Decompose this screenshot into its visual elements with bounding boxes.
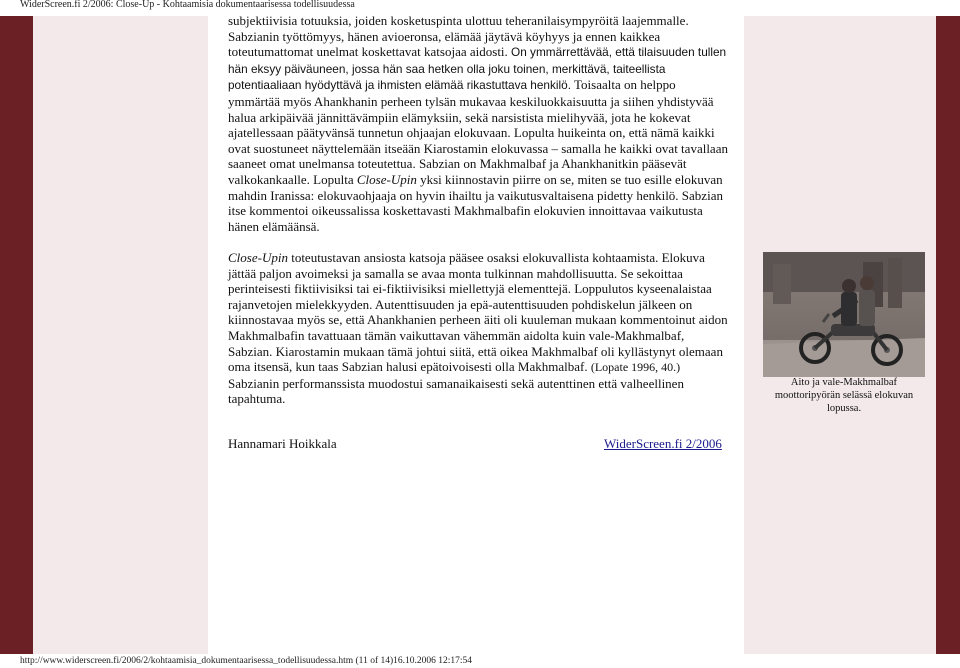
- widerscreen-issue-link[interactable]: WiderScreen.fi 2/2006: [604, 436, 722, 451]
- right-frame-bar: [936, 16, 960, 654]
- author-name: Hannamari Hoikkala: [228, 436, 337, 451]
- article-paragraph-2: [228, 250, 728, 407]
- motorcycle-photo: [763, 252, 925, 377]
- paragraph-1-serif-text: subjektiivisia totuuksia, joiden kosketuspinta ulottuu teheranilaisympyröitä laajemmalle. Sabzianin työttömyys, hänen avioeronsa, elämää jäytävä köyhyys ja ennen kaikkea toteutumattomat unelmat koskettavat katsojaa aidosti.: [228, 13, 689, 60]
- paragraph-1-ending: yksi kiinnostavin piirre on se, miten se tuo esille elokuvan mahdin Iranissa: elokuvaohjaaja on hyvin ihailtu ja vaikutusvaltaisena pidetty henkilö. Sabzian itse kommentoi oikeussalissa koskettavasti Makhmalbafin elokuvien innoittavaa vaikutusta hänen elämäänsä.: [228, 171, 723, 234]
- page-footer: [0, 654, 960, 668]
- paragraph-2-text: toteutustavan ansiosta katsoja pääsee osaksi elokuvallista kohtaamista. Elokuva jättää paljon avoimeksi ja samalla se avaa monta tulkinnan mahdollisuutta. Se sekoittaa perinteisesti fiktiivisiksi tai ei-fiktiivisiksi miellettyjä elementtejä. Loppulutos kyseenalaistaa rajanvetojen mielekkyyden. Autenttisuuden ja epä-autenttisuuden pohdiskelun jälkeen on kiinnostavaa myös se, että Ahankhanien perheen äiti oli kuuleman mukaan kommentoinut aidon Makhmalbafin tavattuaan tämän vaikuttavan vähemmän aidolta kuin vale-Makhmalbaf, Sabzian. Kiarostamin mukaan tämä johtui siitä, että oikea Makhmalbaf oli kyllästynyt olemaan oma itsensä, kun taas Sabzian halusi epätoivoisesti olla Makhmalbaf.: [228, 250, 728, 375]
- photo-caption: Aito ja vale-Makhmalbaf moottoripyörän selässä elokuvan lopussa.: [774, 377, 914, 414]
- paragraph-2-ending: Sabzianin performanssista muodostui samanaikaisesti sekä autenttinen että valheellinen tapahtuma.: [228, 375, 684, 407]
- article-paragraph-1: [228, 13, 728, 234]
- page-header-title: WiderScreen.fi 2/2006: Close-Up - Kohtaamisia dokumentaarisessa todellisuudessa: [20, 0, 355, 10]
- page-header: [0, 0, 960, 10]
- footer-url: http://www.widerscreen.fi/2006/2/kohtaamisia_dokumentaarisessa_todellisuudessa.htm (11 of 14)16.10.2006 12:17:54: [20, 656, 473, 666]
- paragraph-2-citation: (Lopate 1996, 40.): [590, 360, 681, 375]
- paragraph-1-film-title: Close-Upin: [356, 171, 417, 187]
- paragraph-1-continued: Toisaalta on helppo ymmärtää myös Ahankhanin perheen tylsän mukavaa keskiluokkaisuutta ja siihen yhdistyvää halua arkipäivää jännittävämpiin elämyksiin, sekä narsistista mielihyvää, jota he kokevat ajatellessaan päätyvänsä tunnetun ohjaajan elokuvaan. Lopulta huikeinta on, että nämä kaikki ovat suostuneet näyttelemään itseään Kiarostamin elokuvassa – samalla he kaikki ovat tavallaan saaneet omat unelmansa toteutettua. Sabzian on Makhmalbaf ja Ahankhanitkin pääsevät valkokankaalle. Lopulta: [228, 77, 728, 187]
- left-frame-bar: [0, 16, 33, 654]
- paragraph-2-film-title: Close-Upin: [228, 250, 288, 265]
- left-side-panel: [33, 16, 208, 654]
- paragraph-1-sans-text: On ymmärrettävää, että tilaisuuden tullen hän eksyy päiväuneen, jossa hän saa hetken olla joku toinen, merkittävä, taiteellista potentiaaliaan hyödyttävä ja ihmisten elämää rikastuttava henkilö.: [228, 45, 727, 93]
